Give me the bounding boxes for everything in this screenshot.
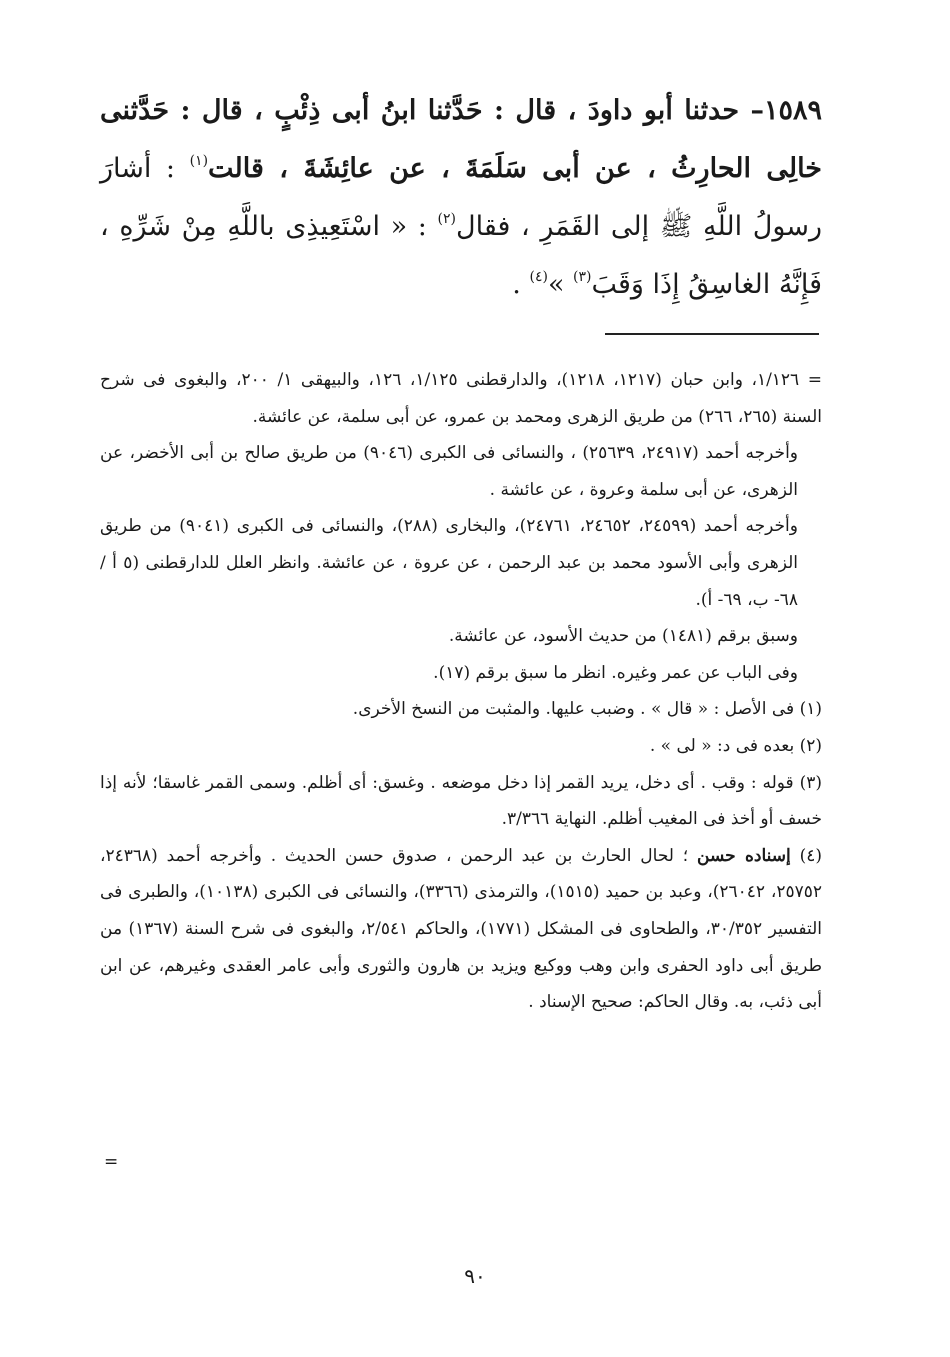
footnote-ref-2[interactable]: (٢) (437, 211, 456, 227)
footnote-4-text: ؛ لحال الحارث بن عبد الرحمن ، صدوق حسن الحديث . وأخرجه أحمد (٢٤٣٦٨، ٢٥٧٥٢، ٢٦٠٤٢)، وعبد بن حميد (١٥١٥)، والترمذى (٣٣٦٦)، والنسائى فى الكبرى (١٠١٣٨)، والطبرى فى التفسير ٣٠/٣٥٢، والطحاوى فى المشكل (١٧٧١)، والحاكم ٢/٥٤١، والبغوى فى شرح السنة (١٣٦٧) من طريق أبى داود الحفرى وابن وهب ووكيع ويزيد بن هارون والثورى وأبى عامر العقدى وغيرهم، عن ابن أبى ذئب، به. وقال الحاكم: صحيح الإسناد . (100, 845, 822, 1013)
hadith-opening: حدثنا أبو داودَ ، قال : حَدَّثنا ابنُ أبى ذِئْبٍ ، قال : حَدَّثنى خالِى الحارِثُ ، عن أبى سَلَمَةَ ، عن عائِشَةَ ، قالت (100, 95, 822, 184)
note-takhrij-1: وأخرجه أحمد (٢٤٩١٧، ٢٥٦٣٩) ، والنسائى فى الكبرى (٩٠٤٦) من طريق صالح بن أبى الأخضر، عن الزهرى، عن أبى سلمة وعروة ، عن عائشة . (100, 443, 798, 500)
page-number: ٩٠ (464, 1264, 486, 1288)
hadith-body-5: . (512, 269, 530, 300)
footnote-ref-4[interactable]: (٤) (529, 269, 548, 285)
footnote-3: (٣) قوله : وقب . أى دخل، يريد القمر إذا دخل موضعه . وغسق: أى أظلم. وسمى القمر غاسقا؛ لأنه إذا خسف أو أخذ فى المغيب أظلم. النهاية ٣/٣٦٦. (100, 772, 822, 830)
footnote-ref-3[interactable]: (٣) (573, 269, 592, 285)
hadith-body-2: : أشارَ رسولُ اللَّهِ ﷺ إلى القَمَرِ ، فقال (100, 153, 822, 242)
footnote-4-number: (٤) (790, 845, 822, 866)
footnote-ref-1[interactable]: (١) (189, 153, 209, 169)
footnotes (100, 362, 822, 1021)
note-takhrij-4: وفى الباب عن عمر وغيره. انظر ما سبق برقم (١٧). (433, 662, 798, 683)
footnote-4 (100, 838, 822, 1021)
hadith-number: ١٥٨٩– (750, 95, 822, 126)
hadith-body-3: : « اسْتَعِيذِى باللَّهِ مِنْ شَرِّهِ ، فَإِنَّهُ الغاسِقُ إِذَا وَقَبَ (100, 211, 822, 300)
footnote-1: (١) فى الأصل : « قال » . وضبب عليها. والمثبت من النسخ الأخرى. (352, 699, 822, 720)
footnote-divider (605, 333, 819, 335)
footnote-4-grading: إسناده حسن (697, 845, 791, 866)
note-continuation: = ١/١٢٦، وابن حبان (١٢١٧، ١٢١٨)، والدارقطنى ١/١٢٥، ١٢٦، والبيهقى ١/ ٢٠٠، والبغوى فى شرح السنة (٢٦٥، ٢٦٦) من طريق الزهرى ومحمد بن عمرو، عن أبى سلمة، عن عائشة. (100, 370, 822, 427)
note-takhrij-3: وسبق برقم (١٤٨١) من حديث الأسود، عن عائشة. (448, 626, 798, 647)
footnote-2: (٢) بعده فى د: « لى » . (649, 735, 822, 756)
hadith-body-4: » (547, 269, 574, 300)
note-takhrij-2: وأخرجه أحمد (٢٤٥٩٩، ٢٤٦٥٢، ٢٤٧٦١)، والبخارى (٢٨٨)، والنسائى فى الكبرى (٩٠٤١) من طريق الزهرى وأبى الأسود محمد بن عبد الرحمن ، عن عروة ، عن عائشة. وانظر العلل للدارقطنى (٥ أ /٦٨- ب، ٦٩- أ). (100, 516, 798, 610)
hadith-text (100, 82, 822, 314)
continuation-mark: = (104, 1152, 119, 1172)
